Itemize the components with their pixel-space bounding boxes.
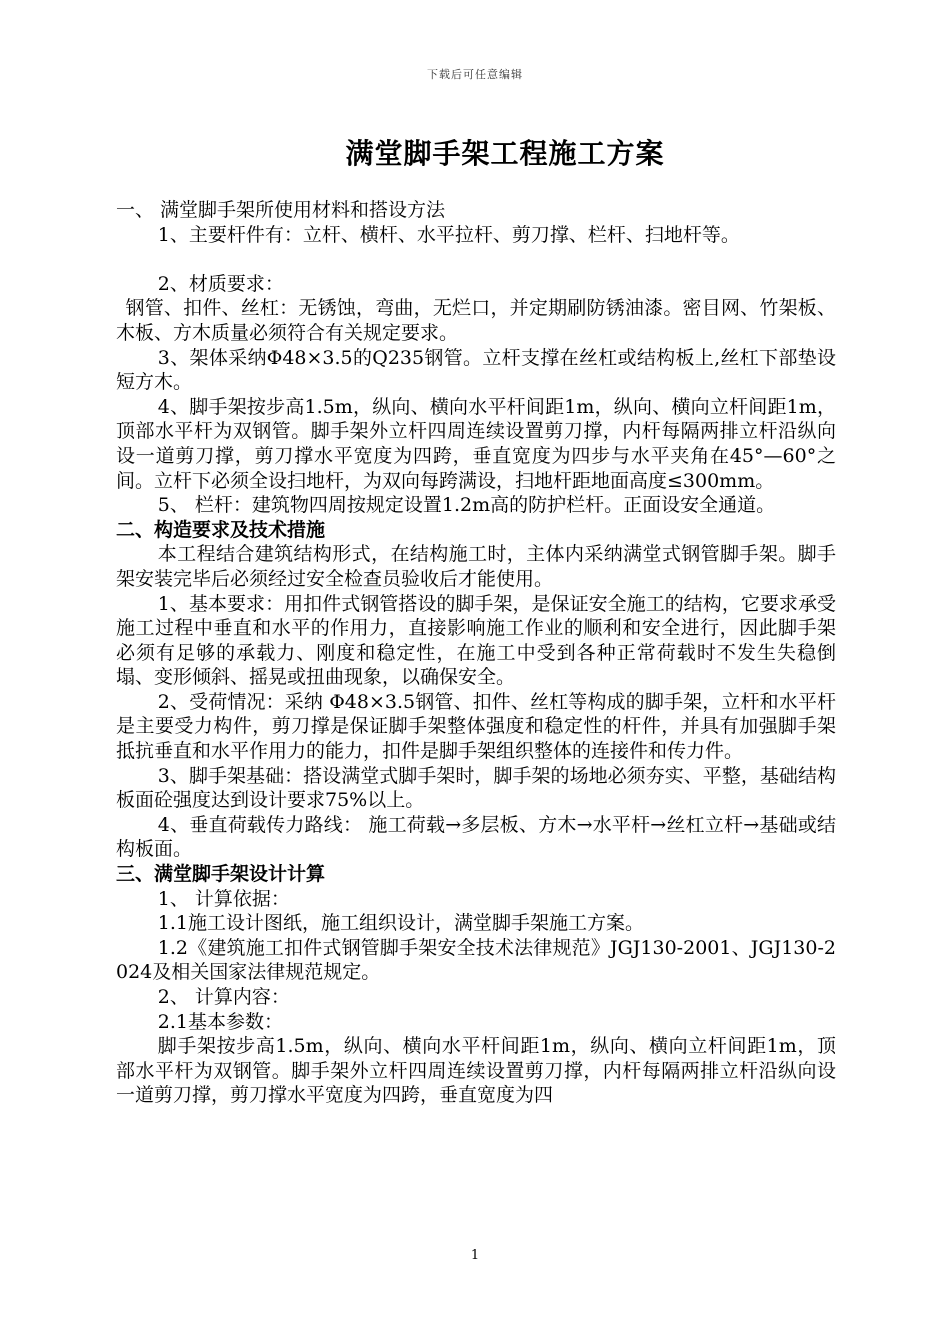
document-body	[116, 198, 836, 1108]
paragraph-railing: 5、 栏杆：建筑物四周按规定设置1.2m高的防护栏杆。正面设安全通道。	[157, 494, 776, 517]
document-title: 满堂脚手架工程施工方案	[345, 137, 665, 170]
paragraph-material-requirements: 钢管、扣件、丝杠：无锈蚀，弯曲，无烂口，并定期刷防锈油漆。密目网、竹架板、木板、方木质量必须符合有关规定要求。	[116, 297, 836, 344]
paragraph-project-overview: 本工程结合建筑结构形式，在结构施工时，主体内采纳满堂式钢管脚手架。脚手架安装完毕后必须经过安全检查员验收后才能使用。	[116, 543, 836, 590]
header-note: 下载后可任意编辑	[427, 68, 523, 81]
section-heading-3: 三、满堂脚手架设计计算	[116, 863, 326, 886]
paragraph-load-path: 4、垂直荷载传力路线： 施工荷载→多层板、方木→水平杆→丝杠立杆→基础或结构板面。	[116, 813, 836, 861]
paragraph-basic-requirements: 1、基本要求：用扣件式钢管搭设的脚手架，是保证安全施工的结构，它要求承受施工过程中垂直和水平的作用力，直接影响施工作业的顺利和安全进行，因此脚手架必须有足够的承载力、刚度和稳定性，在施工中受到各种正常荷载时不发生失稳倒塌、变形倾斜、摇晃或扭曲现象，以确保安全。	[116, 592, 836, 689]
paragraph-steel-pipe: 3、架体采纳Φ48×3.5的Q235钢管。立杆支撑在丝杠或结构板上,丝杠下部垫设短方木。	[116, 346, 836, 394]
paragraph-material-heading: 2、材质要求：	[157, 272, 284, 295]
paragraph-calc-content-heading: 2、 计算内容：	[157, 986, 290, 1008]
paragraph-calc-basis-heading: 1、 计算依据：	[157, 887, 290, 910]
page-number: 1	[470, 1248, 480, 1263]
section-heading-1: 一、 满堂脚手架所使用材料和搭设方法	[116, 199, 446, 221]
paragraph-foundation: 3、脚手架基础：搭设满堂式脚手架时，脚手架的场地必须夯实、平整，基础结构板面砼强度达到设计要求75%以上。	[116, 764, 836, 812]
paragraph-basic-parameters-heading: 2.1基本参数：	[157, 1010, 284, 1033]
paragraph-calc-basis-1-2: 1.2《建筑施工扣件式钢管脚手架安全技术法律规范》JGJ130-2001、JGJ130-2024及相关国家法律规范规定。	[116, 936, 836, 984]
paragraph-load-conditions: 2、受荷情况：采纳 Φ48×3.5钢管、扣件、丝杠等构成的脚手架，立杆和水平杆是主要受力构件，剪刀撑是保证脚手架整体强度和稳定性的杆件，并具有加强脚手架抵抗垂直和水平作用力的能力，扣件是脚手架组织整体的连接件和传力件。	[116, 690, 836, 763]
blank-line	[116, 247, 836, 272]
paragraph-basic-parameters: 脚手架按步高1.5m，纵向、横向水平杆间距1m，纵向、横向立杆间距1m，顶部水平杆为双钢管。脚手架外立杆四周连续设置剪刀撑，内杆每隔两排立杆沿纵向设一道剪刀撑，剪刀撑水平宽度为四跨，垂直宽度为四	[116, 1035, 836, 1107]
paragraph-calc-basis-1-1: 1.1施工设计图纸，施工组织设计，满堂脚手架施工方案。	[157, 912, 645, 935]
paragraph-scaffold-spacing: 4、脚手架按步高1.5m，纵向、横向水平杆间距1m，纵向、横向立杆间距1m，顶部水平杆为双钢管。脚手架外立杆四周连续设置剪刀撑，内杆每隔两排立杆沿纵向设一道剪刀撑，剪刀撑水平宽度为四跨，垂直宽度为四步与水平夹角在45°—60°之间。立杆下必须全设扫地杆，为双向每跨满设，扫地杆距地面高度≤300mm。	[116, 395, 836, 492]
paragraph-main-members: 1、主要杆件有：立杆、横杆、水平拉杆、剪刀撑、栏杆、扫地杆等。	[157, 223, 740, 246]
section-heading-2: 二、构造要求及技术措施	[116, 518, 326, 541]
